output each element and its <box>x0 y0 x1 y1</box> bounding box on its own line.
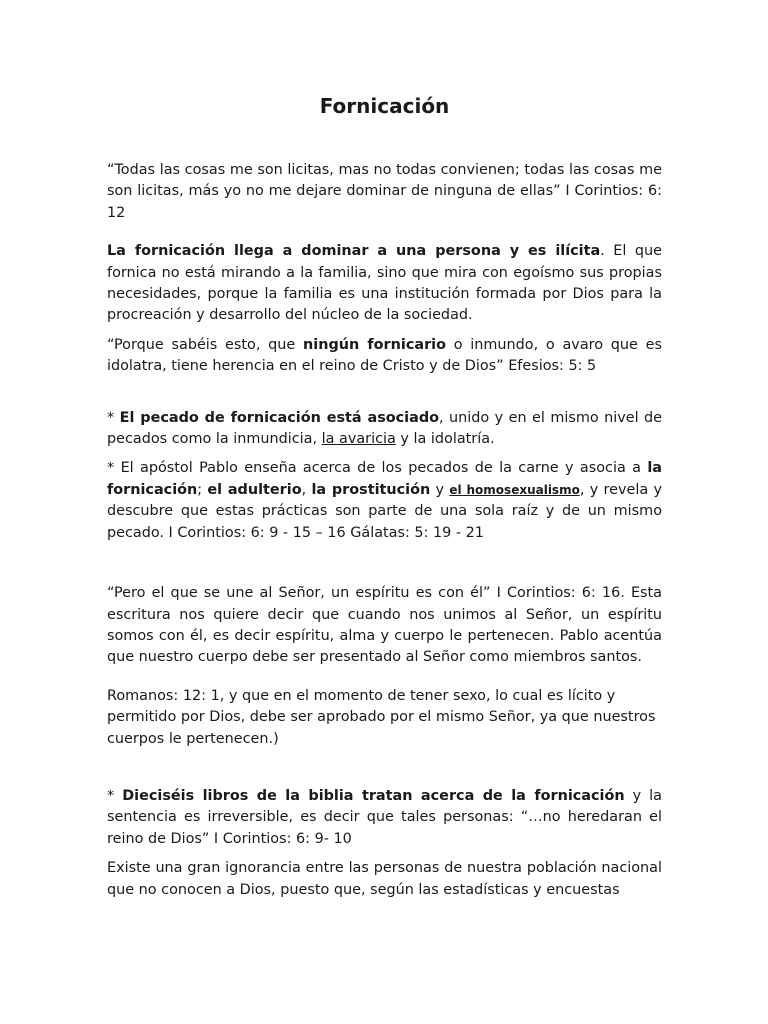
text-span: y la sentencia es irreversible, es decir que tales personas: “…no heredaran el reino de Dios” I Corintios: 6: 9- 10 <box>107 787 662 847</box>
bold-phrase: el adulterio <box>207 481 302 498</box>
text-span: ; <box>197 481 208 498</box>
text-span: o inmundo, o avaro que es idolatra, tiene herencia en el reino de Cristo y de Dios” Efesios: 5: 5 <box>107 336 662 375</box>
paragraph-apostol-pablo <box>107 458 662 544</box>
paragraph-quote-corintios: “Todas las cosas me son licitas, mas no todas convienen; todas las cosas me son licitas, más yo no me dejare dominar de ninguna de ellas” I Corintios: 6: 12 <box>107 162 662 221</box>
bold-phrase: La fornicación llega a dominar a una persona y es ilícita <box>107 243 601 260</box>
paragraph-une-al-senor: “Pero el que se une al Señor, un espíritu es con él” I Corintios: 6: 16. Esta escritura nos quiere decir que cuando nos unimos al Señor, un espíritu somos con él, es decir espíritu, alma y cuerpo le pertenecen. Pablo acentúa que nuestro cuerpo debe ser presentado al Señor como miembros santos. <box>107 585 662 666</box>
text-span: y <box>430 481 450 498</box>
bold-phrase: la fornicación <box>107 460 662 498</box>
underlined-phrase: la avaricia <box>321 431 396 448</box>
bold-phrase: El pecado de fornicación está asociado <box>119 409 440 426</box>
text-span: , <box>301 481 312 498</box>
bold-phrase: ningún fornicario <box>303 336 446 353</box>
text-span: * El apóstol Pablo enseña acerca de los pecados de la carne y asocia a <box>107 460 648 477</box>
paragraph-ignorancia: Existe una gran ignorancia entre las personas de nuestra población nacional que no conocen a Dios, puesto que, según las estadísticas y encuestas <box>107 860 662 898</box>
paragraph-pecado-asociado <box>107 408 662 451</box>
paragraph-fornicacion-domina <box>107 241 662 327</box>
text-span: * <box>107 409 120 426</box>
document-title: Fornicación <box>319 94 450 118</box>
paragraph-romanos: Romanos: 12: 1, y que en el momento de tener sexo, lo cual es lícito y permitido por Dios, debe ser aprobado por el mismo Señor, ya que nuestros cuerpos le pertenecen.) <box>107 687 656 747</box>
text-span: , y revela y descubre que estas prácticas son parte de una sola raíz y de un mismo pecado. I Corintios: 6: 9 - 15 – 16 Gálatas: 5: 19 - 21 <box>107 481 662 541</box>
paragraph-quote-efesios <box>107 335 662 378</box>
text-span: “Porque sabéis esto, que <box>107 336 304 353</box>
text-span: . El que fornica no está mirando a la familia, sino que mira con egoísmo sus propias necesidades, porque la familia es una institución formada por Dios para la procreación y desarrollo del núcleo de la sociedad. <box>107 243 662 324</box>
bold-phrase: Dieciséis libros de la biblia tratan acerca de la fornicación <box>122 787 625 804</box>
paragraph-dieciseis-libros <box>107 786 662 850</box>
bold-underlined-phrase: el homosexualismo <box>449 482 580 497</box>
text-span: * <box>107 787 123 804</box>
bold-phrase: la prostitución <box>311 481 431 498</box>
text-span: y la idolatría. <box>395 431 495 448</box>
text-span: , unido y en el mismo nivel de pecados como la inmundicia, <box>107 409 662 448</box>
